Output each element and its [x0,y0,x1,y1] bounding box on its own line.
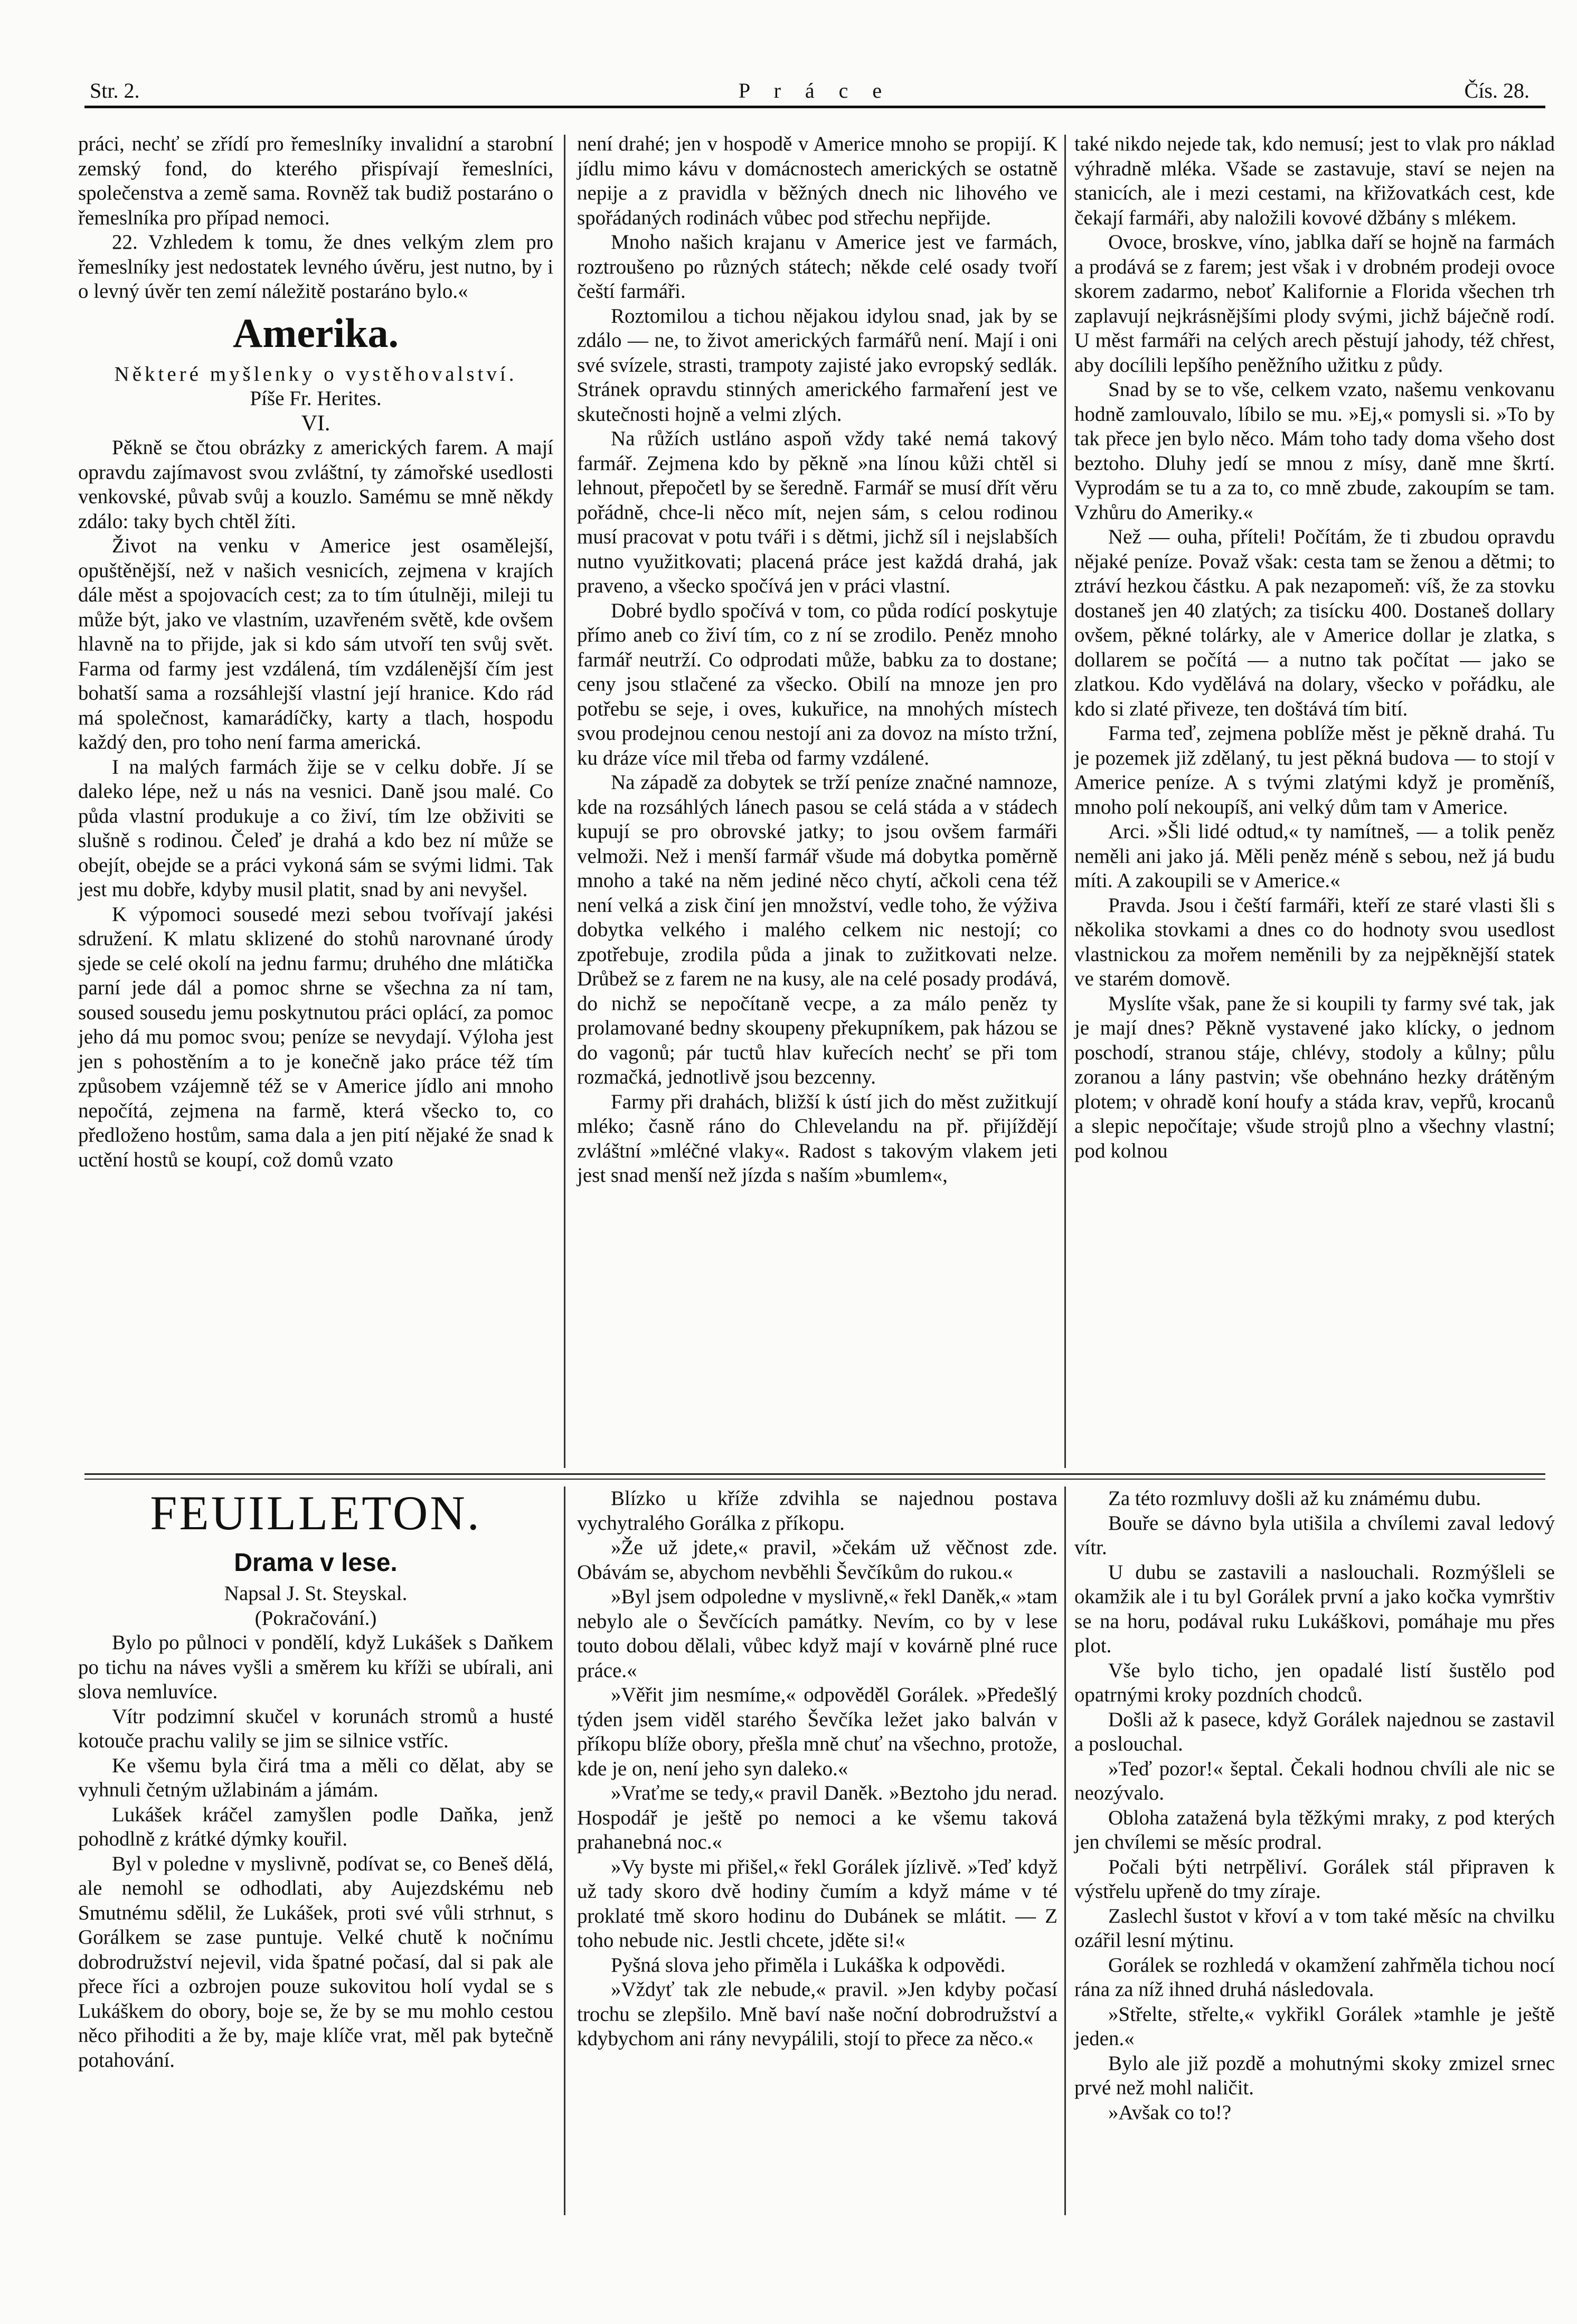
paragraph: Gorálek se rozhledá v okamžení zahřměla tichou nocí rána za níž ihned druhá následovala. [1074,1953,1555,2001]
paragraph: Roztomilou a tichou nějakou idylou snad, jak by se zdálo — ne, to život amerických farmářů není. Mají i oni své svízele, strasti, trampoty zajisté jako evropský sedlák. Stránek opravdu stinných amerického farmaření jest ve skutečnosti hojně a velmi zlých. [577,304,1057,426]
article-part: VI. [301,411,330,436]
column-rule [1064,1486,1066,2215]
paragraph: Než — ouha, příteli! Počítám, že ti zbudou opravdu nějaké peníze. Považ však: cesta tam se ženou a dětmi; to ztráví hezkou částku. A pak nezapomeň: víš, že za stovku dostaneš jen 40 zlatých; za tisícku 400. Dostaneš dollary ovšem, pěkné tolárky, ale v Americe dollar je zlatka, s dollarem se počítá — a nutno tak počítat — jako se zlatkou. Kdo vydělává na dolary, všecko v pořádku, ale kdo si zlaté přiveze, ten doštává tím bití. [1074,525,1555,720]
paragraph: Na západě za dobytek se trží peníze značné namnoze, kde na rozsáhlých lánech pasou se celá stáda a v stádech kupují se pro obrovské jatky; to jsou ovšem farmáři velmoži. Než i menší farmář všude má dobytka poměrně mnoho a také na něm jediné něco chytí, ačkoli cena též není velká a zisk činí jen množství, vedle toho, že výživa dobytka velkého i malého celkem nic nestojí; co zpotřebuje, zrodila půda a jinak to zužitkovati nelze. Drůbež se z farem ne na kusy, ale na celé posady prodává, do nichž se nepočítaně vecpe, a za málo peněz ty prolamované bedny skoupeny překupníkem, pak házou se do vagonů; pár tuctů hlav kuřecích nechť se při tom rozmačká, jednotlivě jsou bezcenny. [577,771,1057,1088]
story-continuation: (Pokračování.) [254,1606,377,1630]
paragraph: Život na venku v Americe jest osamělejší, opuštěnější, než v našich vesnicích, zejmena v krajích dále měst a spojovacích cest; za to tím útulněji, mileji tu může být, jako ve vlastním, uzavřeném světě, kde ovšem hlavně na to přijde, jak si kdo sám utvoří ten svůj svět. Farma od farmy jest vzdálená, tím vzdálenější čím jest bohatší sama a rozsáhlejší vlastní její hranice. Kdo rád má společnost, kamarádíčky, karty a tlach, hospodu každý den, pro toho není farma americká. [78,534,553,754]
column-rule [564,135,565,1468]
paragraph: »Vy byste mi přišel,« řekl Gorálek jízlivě. »Teď když už tady skoro dvě hodiny čumím a když máme v té proklaté tmě skoro hodinu do Dubánek se mlátit. — Z toho nebude nic. Jestli chcete, jděte si!« [577,1855,1057,1952]
header-rule [84,106,1545,108]
article-column-3 [1074,132,1555,1163]
story-title: Drama v lese. [234,1549,398,1577]
feuilleton-column-3 [1074,1486,1555,2125]
paragraph: »Vždyť tak zle nebude,« pravil. »Jen kdyby počasí trochu se zlepšilo. Mně baví naše noční dobrodružství a kdybychom ani rány nevypálili, stojí to přece za něco.« [577,1978,1057,2050]
paragraph: Pyšná slova jeho přiměla i Lukáška k odpovědi. [611,1953,1006,1977]
issue-number: Čís. 28. [1464,79,1529,102]
paragraph: Na růžích ustláno aspoň vždy také nemá takový farmář. Zejmena kdo by pěkně »na línou kůži chtěl si lehnout, přepočetl by se šeredně. Farmář se musí dřít věru pořádně, chce-li něco mít, nejen sám, s celou rodinou musí pracovat v potu tváři i s dětmi, jichž síl i nejslabších nutno využitkovati; placená práce jest každá drahá, jak praveno, a všecko spočívá jen v práci vlastní. [577,427,1057,597]
paragraph: Obloha zatažená byla těžkými mraky, z pod kterých jen chvílemi se měsíc prodral. [1074,1806,1555,1853]
paragraph: »Vraťme se tedy,« pravil Daněk. »Beztoho jdu nerad. Hospodář je ještě po nemoci a ke všemu taková prahanebná noc.« [577,1782,1057,1853]
paragraph: Ke všemu byla čirá tma a měli co dělat, aby se vyhnuli četným užlabinám a jámám. [78,1754,553,1801]
column-rule [564,1486,565,2215]
paragraph: Bylo ale již pozdě a mohutnými skoky zmizel srnec prvé než mohl naličit. [1074,2052,1555,2099]
paragraph: Pravda. Jsou i čeští farmáři, kteří ze staré vlasti šli s několika stovkami a dnes co do hodnoty svou usedlost vlastnickou za mořem neměnili by za nejpěknější statek ve starém domově. [1074,893,1555,990]
paragraph: Farma teď, zejmena poblíže měst je pěkně drahá. Tu je pozemek již zdělaný, tu jest pěkná budova — to stojí v Americe peníze. A s tvými zlatými když je proměníš, mnoho polí nekoupíš, ani velký dům tam v Americe. [1074,722,1555,818]
column-rule [1064,135,1066,1468]
paragraph: také nikdo nejede tak, kdo nemusí; jest to vlak pro náklad výhradně mléka. Všade se zastavuje, staví se nejen na stanicích, ale i mezi cestami, na křižovatkách cest, kde čekají farmáři, aby naložili kovové džbány s mlékem. [1074,133,1555,229]
paragraph: Byl v poledne v myslivně, podívat se, co Beneš dělá, ale nemohl se odhodlati, aby Aujezdskému neb Smutnému sdělil, že Lukášek, proti své vůli strhnut, s Gorálkem se zase puntuje. Velké chutě k nočnímu dobrodružství nejevil, vida špatné počasí, dal si pak ale přece říci a ozbrojen pouze sukovitou holí vydal se s Lukáškem do obory, boje se, že by se mu mohlo cestou něco přihoditi a že by, maje klíče vrat, měl pak bytečně potahování. [78,1852,553,2072]
paragraph: Lukášek kráčel zamyšlen podle Daňka, jenž pohodlně z krátké dýmky kouřil. [78,1803,553,1850]
story-author: Napsal J. St. Steyskal. [224,1582,408,1605]
paragraph: »Teď pozor!« šeptal. Čekali hodnou chvíli ale nic se neozývalo. [1074,1757,1555,1804]
paragraph: Bouře se dávno byla utišila a chvílemi zaval ledový vítr. [1074,1511,1555,1559]
paragraph: Vítr podzimní skučel v korunách stromů a husté kotouče prachu valily se jim se silnice vstříc. [78,1705,553,1752]
feuilleton-title: FEUILLETON. [150,1486,481,1540]
paragraph: Blízko u kříže zdvihla se najednou postava vychytralého Gorálka z příkopu. [577,1487,1057,1535]
paragraph: K výpomoci sousedé mezi sebou tvořívají jakési sdružení. K mlatu sklizené do stohů narovnané úrody sjede se celé okolí na jednu farmu; druhého dne mlátička parní jede dál a pomoc shrne se všechna za ní tam, soused sousedu jemu poskytnutou práci oplácí, za pomoc jeho dá mu pomoc svou; peníze se nevydají. Výloha jest jen s pohostěním a to je konečně jako práce též tím způsobem vzájemně též se v Americe jídlo ani mnoho nepočítá, zejmena na farmě, která všecko to, co předloženo hostům, sama dala a jen pití nějaké že snad k uctění hostů se koupí, což domů vzato [78,902,553,1171]
paragraph: »Že už jdete,« pravil, »čekám už věčnost zde. Obávám se, abychom nevběhli Ševčíkům do rukou.« [577,1536,1057,1584]
newspaper-title: P r á c e [738,79,892,102]
paragraph: Arci. »Šli lidé odtud,« ty namítneš, — a tolik peněz neměli ani jako já. Měli peněz méně s sebou, než já budu míti. A zakoupili se v Americe.« [1074,820,1555,892]
paragraph: I na malých farmách žije se v celku dobře. Jí se daleko lépe, než u nás na vesnici. Daně jsou malé. Co půda vlastní produkuje a co živí, tím lze obživiti se slušně s rodinou. Čeleď je drahá a kdo bez ní může se obejít, obejde se a práci vykoná sám se svými lidmi. Tak jest mu dobře, kdyby musil platit, snad by ani nevyšel. [78,755,553,901]
paragraph: Myslíte však, pane že si koupili ty farmy své tak, jak je mají dnes? Pěkně vystavené jako klícky, o jednom poschodí, stranou stáje, chlévy, stodoly a kůlny; půlu zoranou a lány pastvin; vše obehnáno hezky drátěným plotem; v ohradě koní houfy a stáda krav, vepřů, krocanů a slepic nepočítaje; všude strojů plno a všechny vlastní; pod kolnou [1074,992,1555,1162]
paragraph: »Střelte, střelte,« vykřikl Gorálek »tamhle je ještě jeden.« [1074,2002,1555,2050]
paragraph: Snad by se to vše, celkem vzato, našemu venkovanu hodně zamlouvalo, líbilo se mu. »Ej,« pomysli si. »To by tak přece jen bylo něco. Mám toho tady doma všeho dost beztoho. Dluhy jedí se mnou z mísy, daně mne škrtí. Vyprodám se tu a za to, co mně zbude, zakoupím se tam. Vzhůru do Ameriky.« [1074,378,1555,524]
article-column-2 [577,132,1057,1188]
feuilleton-rule [84,1473,1545,1475]
article-author: Píše Fr. Herites. [250,387,382,410]
paragraph: Farmy při drahách, bližší k ústí jich do měst zužitkují mléko; časně ráno do Chlevelandu na př. přijíždějí zvláštní »mléčné vlaky«. Radost s takovým vlakem jeti jest snad menší než jízda s naším »bumlem«, [577,1090,1057,1187]
paragraph: Mnoho našich krajanu v Americe jest ve farmách, roztroušeno po různých státech; někde celé osady tvoří čeští farmáři. [577,231,1057,303]
paragraph: Ovoce, broskve, víno, jablka daří se hojně na farmách a prodává se z farem; jest však i v drobném prodeji ovoce skorem zadarmo, neboť Kalifornie a Florida všechen trh zaplavují nejkrásnějšími plody svými, jichž báječně rodí. U měst farmáři na celých arech pěstují jahody, též chřest, aby docílili lepšího peněžního užitku z půdy. [1074,231,1555,377]
paragraph: 22. Vzhledem k tomu, že dnes velkým zlem pro řemeslníky jest nedostatek levného úvěru, jest nutno, by i o levný úvěr ten zemí náležitě postaráno bylo.« [78,231,553,303]
paragraph: Bylo po půlnoci v pondělí, když Lukášek s Daňkem po tichu na náves vyšli a směrem ku kříži se ubírali, ani slova nemluvíce. [78,1631,553,1703]
paragraph: »Avšak co to!? [1108,2101,1232,2124]
paragraph: Došli až k pasece, když Gorálek najednou se zastavil a poslouchal. [1074,1708,1555,1755]
paragraph: práci, nechť se zřídí pro řemeslníky invalidní a starobní zemský fond, do kterého přispívají řemeslníci, společenstva a země sama. Rovněž tak budiž postaráno o řemeslníka pro případ nemoci. [78,133,553,229]
paragraph: Počali býti netrpěliví. Gorálek stál připraven k výstřelu upřeně do tmy zíraje. [1074,1855,1555,1903]
paragraph: Vše bylo ticho, jen opadalé listí šustělo pod opatrnými kroky pozdních chodců. [1074,1659,1555,1706]
article-title: Amerika. [232,309,399,356]
paragraph: Pěkně se čtou obrázky z amerických farem. A mají opravdu zajímavost svou zvláštní, ty zámořské usedlosti venkovské, půvab svůj a kouzlo. Samému se mně někdy zdálo: taky bych chtěl žíti. [78,436,553,533]
feuilleton-rule [84,1479,1545,1480]
feuilleton-column-1 [78,1481,553,2073]
paragraph: U dubu se zastavili a naslouchali. Rozmýšleli se okamžik ale i tu byl Gorálek první a jako kočka vymrštiv se na horu, podával ruku Lukáškovi, pomáhaje mu přes plot. [1074,1560,1555,1657]
feuilleton-column-2 [577,1486,1057,2052]
paragraph: »Věřit jim nesmíme,« odpověděl Gorálek. »Předešlý týden jsem viděl starého Ševčíka ležet jako balván v příkopu blíže obory, přešla mně chuť na všechno, protože, kde je on, není jeho syn daleko.« [577,1683,1057,1780]
paragraph: Dobré bydlo spočívá v tom, co půda rodící poskytuje přímo aneb co živí tím, co z ní se zrodilo. Peněz mnoho farmář neutrží. Co odprodati může, babku za to dostane; ceny jsou stlačené za všecko. Obilí na mnoze jen pro potřebu se seje, i oves, kukuřice, na mnohých místech svou prodejnou cenou nestojí ani za dovoz na místo tržní, ku dráze více mil třeba od farmy vzdálené. [577,599,1057,769]
paragraph: Za této rozmluvy došli až ku známému dubu. [1108,1487,1481,1510]
paragraph: Zaslechl šustot v křoví a v tom také měsíc na chvilku ozářil lesní mýtinu. [1074,1904,1555,1952]
article-column-1 [78,132,553,1172]
article-subtitle: Některé myšlenky o vystěhovalství. [114,362,517,385]
paragraph: není drahé; jen v hospodě v Americe mnoho se propijí. K jídlu mimo kávu v domácnostech amerických se ostatně nepije a z pravidla v běžných dnech nic lihového ve spořádaných rodinách vůbec pod střechu nepřijde. [577,133,1057,229]
page-number: Str. 2. [90,79,140,102]
paragraph: »Byl jsem odpoledne v myslivně,« řekl Daněk,« »tam nebylo ale o Ševčících památky. Nevím, co by v lese touto dobou dělali, vůbec když mají v kovárně plné ruce práce.« [577,1585,1057,1682]
